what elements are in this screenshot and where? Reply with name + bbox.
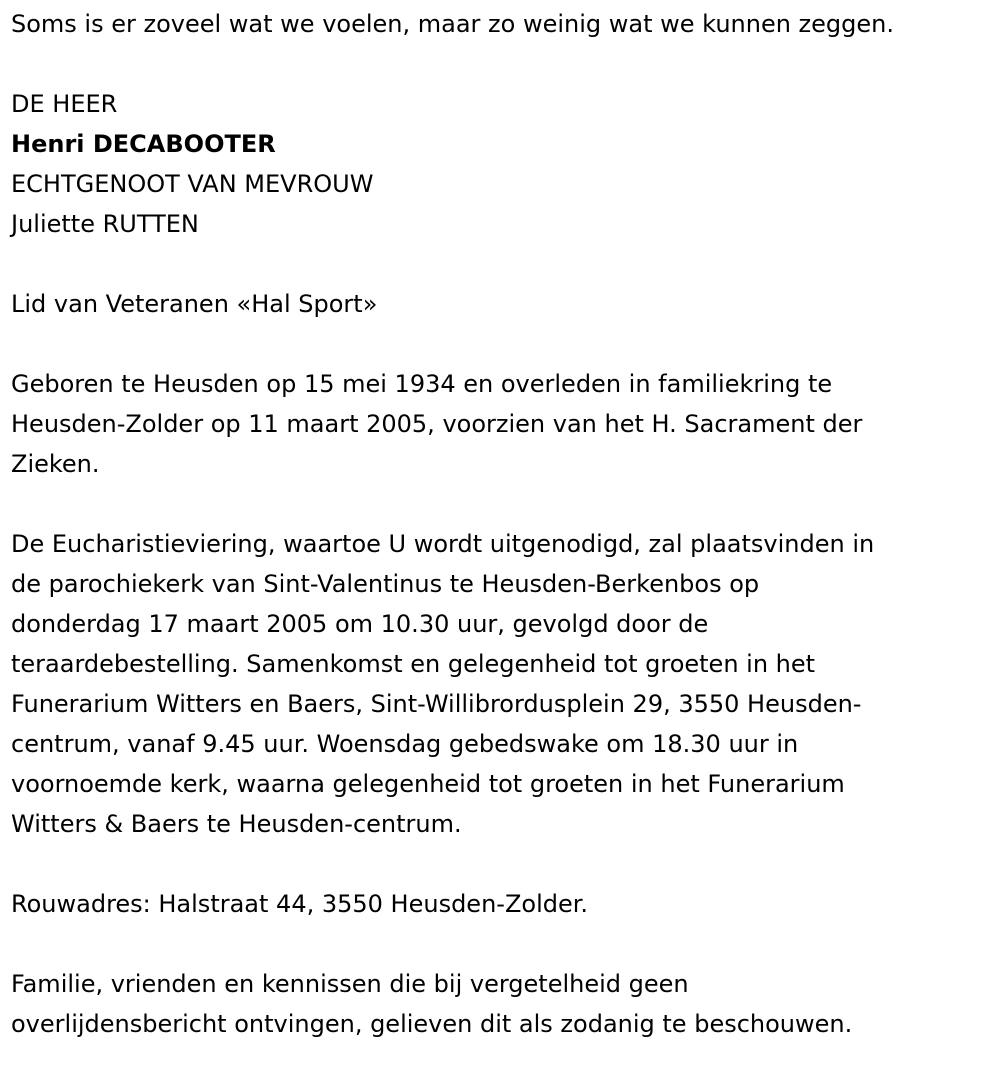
opening-line: Soms is er zoveel wat we voelen, maar zo weinig wat we kunnen zeggen. <box>11 10 894 38</box>
birth-death-paragraph: Geboren te Heusden op 15 mei 1934 en overleden in familiekring te Heusden-Zolder op 11 maart 2005, voorzien van het H. Sacrament der Zieken. <box>11 370 863 478</box>
spacer <box>11 244 993 284</box>
obituary-notice <box>11 4 993 1044</box>
spacer <box>11 44 993 84</box>
ceremony-paragraph: De Eucharistieviering, waartoe U wordt uitgenodigd, zal plaatsvinden in de parochiekerk van Sint-Valentinus te Heusden-Berkenbos op donderdag 17 maart 2005 om 10.30 uur, gevolgd door de teraardebestelling. Samenkomst en gelegenheid tot groeten in het Funerarium Witters en Baers, Sint-Willibrordusplein 29, 3550 Heusden- centrum, vanaf 9.45 uur. Woensdag gebedswake om 18.30 uur in voornoemde kerk, waarna gelegenheid tot groeten in het Funerarium Witters & Baers te Heusden-centrum. <box>11 530 875 838</box>
spacer <box>11 484 993 524</box>
spouse-title: ECHTGENOOT VAN MEVROUW <box>11 170 374 198</box>
deceased-name: Henri DECABOOTER <box>11 130 276 158</box>
mourning-address: Rouwadres: Halstraat 44, 3550 Heusden-Zolder. <box>11 890 589 918</box>
honorific-title: DE HEER <box>11 90 118 118</box>
spacer <box>11 844 993 884</box>
spacer <box>11 324 993 364</box>
membership-line: Lid van Veteranen «Hal Sport» <box>11 290 378 318</box>
spacer <box>11 924 993 964</box>
closing-paragraph: Familie, vrienden en kennissen die bij vergetelheid geen overlijdensbericht ontvingen, gelieven dit als zodanig te beschouwen. <box>11 970 853 1038</box>
spouse-name: Juliette RUTTEN <box>11 210 199 238</box>
